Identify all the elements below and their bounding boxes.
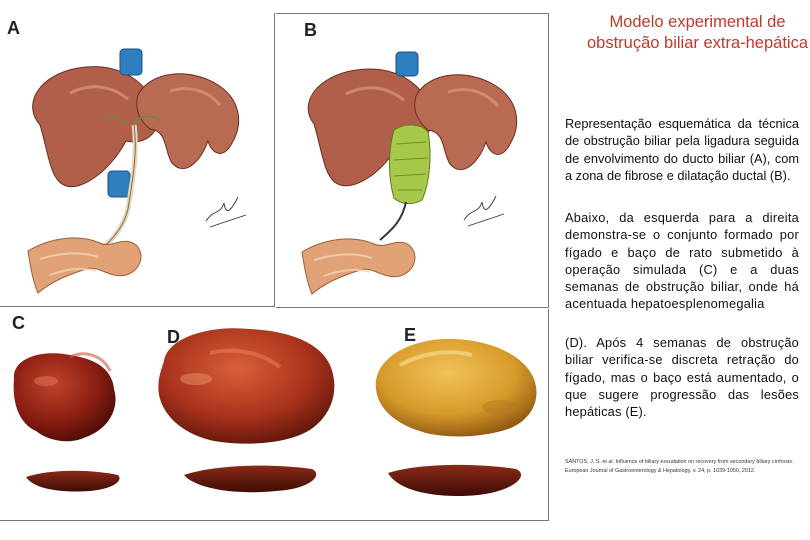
panel-label-a: A (7, 18, 20, 38)
spleen-e (388, 465, 521, 496)
illustration-duct-fibrosis (276, 14, 548, 307)
panel-label-e: E (404, 325, 417, 345)
vena-cava-lower (108, 171, 130, 197)
organ-photos (0, 309, 548, 520)
paragraph-sham-vs-two-weeks: Abaixo, da esquerda para a direita demonstra-se o conjunto formado por fígado e baço de rato submetido à operação simulada (C) e a duas semanas de obstrução biliar, onde há acentuada hepatoesplenomegalia (565, 210, 799, 312)
paragraph-four-weeks: (D). Após 4 semanas de obstrução biliar verifica-se discreta retração do fígado, mas o baço está aumentado, o que sugere progressão das lesões hepáticas (E). (565, 335, 799, 420)
liver-four-weeks-e (376, 339, 537, 437)
reference-citation: SANTOS, J. S. et al. Influence of biliary exsudation on recovery from secondary biliary cirrhosis. European Journal of Gastroenterology & Hepatology, v. 24, p. 1039-1050, 2012. (565, 459, 794, 474)
panel-label-c: C (12, 313, 25, 333)
panel-b (276, 13, 549, 308)
figure (0, 13, 548, 520)
signature (464, 196, 504, 226)
spleen-c (26, 471, 120, 492)
panel-cde (0, 309, 549, 521)
paragraph-schematic: Representação esquemática da técnica de obstrução biliar pela ligadura seguida de envolvimento do ducto biliar (A), com a zona de fibrose e dilatação ductal (B). (565, 116, 799, 183)
panel-label-b: B (304, 20, 317, 40)
signature (206, 197, 246, 227)
vena-cava (396, 52, 418, 76)
liver-two-weeks-d (158, 328, 334, 443)
page-title: Modelo experimental de obstrução biliar extra-hepática (586, 13, 809, 52)
panel-label-d: D (167, 327, 180, 347)
panel-a (0, 13, 275, 307)
dilated-duct (390, 125, 431, 204)
spleen-d (184, 466, 316, 493)
illustration-ligated-duct (0, 13, 274, 306)
intestine (28, 238, 141, 293)
liver-lobe-left (33, 67, 159, 187)
intestine (302, 239, 415, 294)
liver-sham-c (14, 353, 116, 441)
vena-cava-upper (120, 49, 142, 75)
